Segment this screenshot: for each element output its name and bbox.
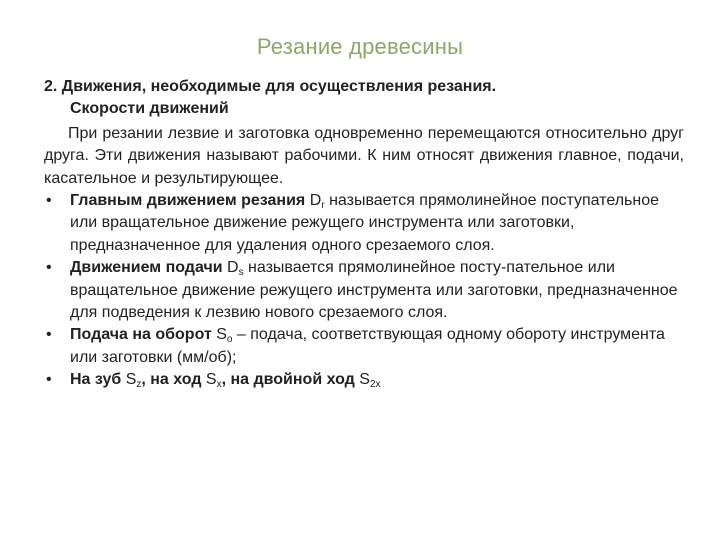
heading-line-1: 2. Движения, необходимые для осуществления резания. — [44, 78, 497, 95]
slide-title: Резание древесины — [256, 34, 464, 59]
bullet-subscript: x — [216, 379, 222, 391]
bullet-icon: • — [46, 192, 52, 210]
bullet-term: , на двойной ход — [221, 371, 360, 389]
bullet-term: Подача на оборот — [70, 326, 212, 344]
bullet-item-feed-per-tooth — [44, 369, 684, 391]
bullet-icon: • — [46, 259, 52, 277]
bullet-list — [44, 190, 684, 392]
bullet-term: Главным движением резания — [70, 192, 306, 210]
bullet-subscript: o — [226, 334, 233, 346]
bullet-symbol: S — [205, 371, 217, 389]
bullet-text: называется прямолинейное поступательное или вращательное движение режущего инструмента или заготовки, предназначенное для удаления одного срезаемого слоя. — [70, 192, 660, 254]
bullet-subscript: z — [136, 379, 142, 391]
bullet-term: Движением подачи — [70, 259, 223, 277]
bullet-text: называется прямолинейное посту-пательное или вращательное движение режущего инструмента или заготовки, предназначенное для подведения к лезвию нового срезаемого слоя. — [70, 259, 678, 322]
heading-line-2: Скорости движений — [70, 100, 229, 118]
bullet-symbol: D — [309, 192, 322, 210]
bullet-term: На зуб — [70, 371, 122, 389]
bullet-symbol: S — [125, 371, 137, 389]
bullet-term: , на ход — [141, 371, 206, 389]
bullet-icon: • — [46, 371, 52, 389]
section-heading — [44, 76, 684, 121]
bullet-subscript: s — [238, 267, 244, 279]
bullet-subscript: r — [321, 200, 325, 212]
bullet-item-feed-per-revolution — [44, 324, 684, 369]
bullet-icon: • — [46, 326, 52, 344]
bullet-symbol: S — [216, 326, 227, 344]
bullet-symbol: D — [227, 259, 239, 277]
intro-paragraph: При резании лезвие и заготовка одновременно перемещаются относительно друг друга. Эти движения называют рабочими. К ним относят движения главное, подачи, касательное и результирующее. — [44, 124, 684, 187]
bullet-item-main-motion — [44, 190, 684, 257]
slide-content — [44, 76, 684, 392]
bullet-item-feed-motion — [44, 257, 684, 324]
bullet-symbol: S — [359, 371, 370, 389]
bullet-subscript: 2x — [369, 379, 381, 391]
bullet-text: – подача, соответствующая одному обороту инструмента или заготовки (мм/об); — [70, 326, 665, 366]
